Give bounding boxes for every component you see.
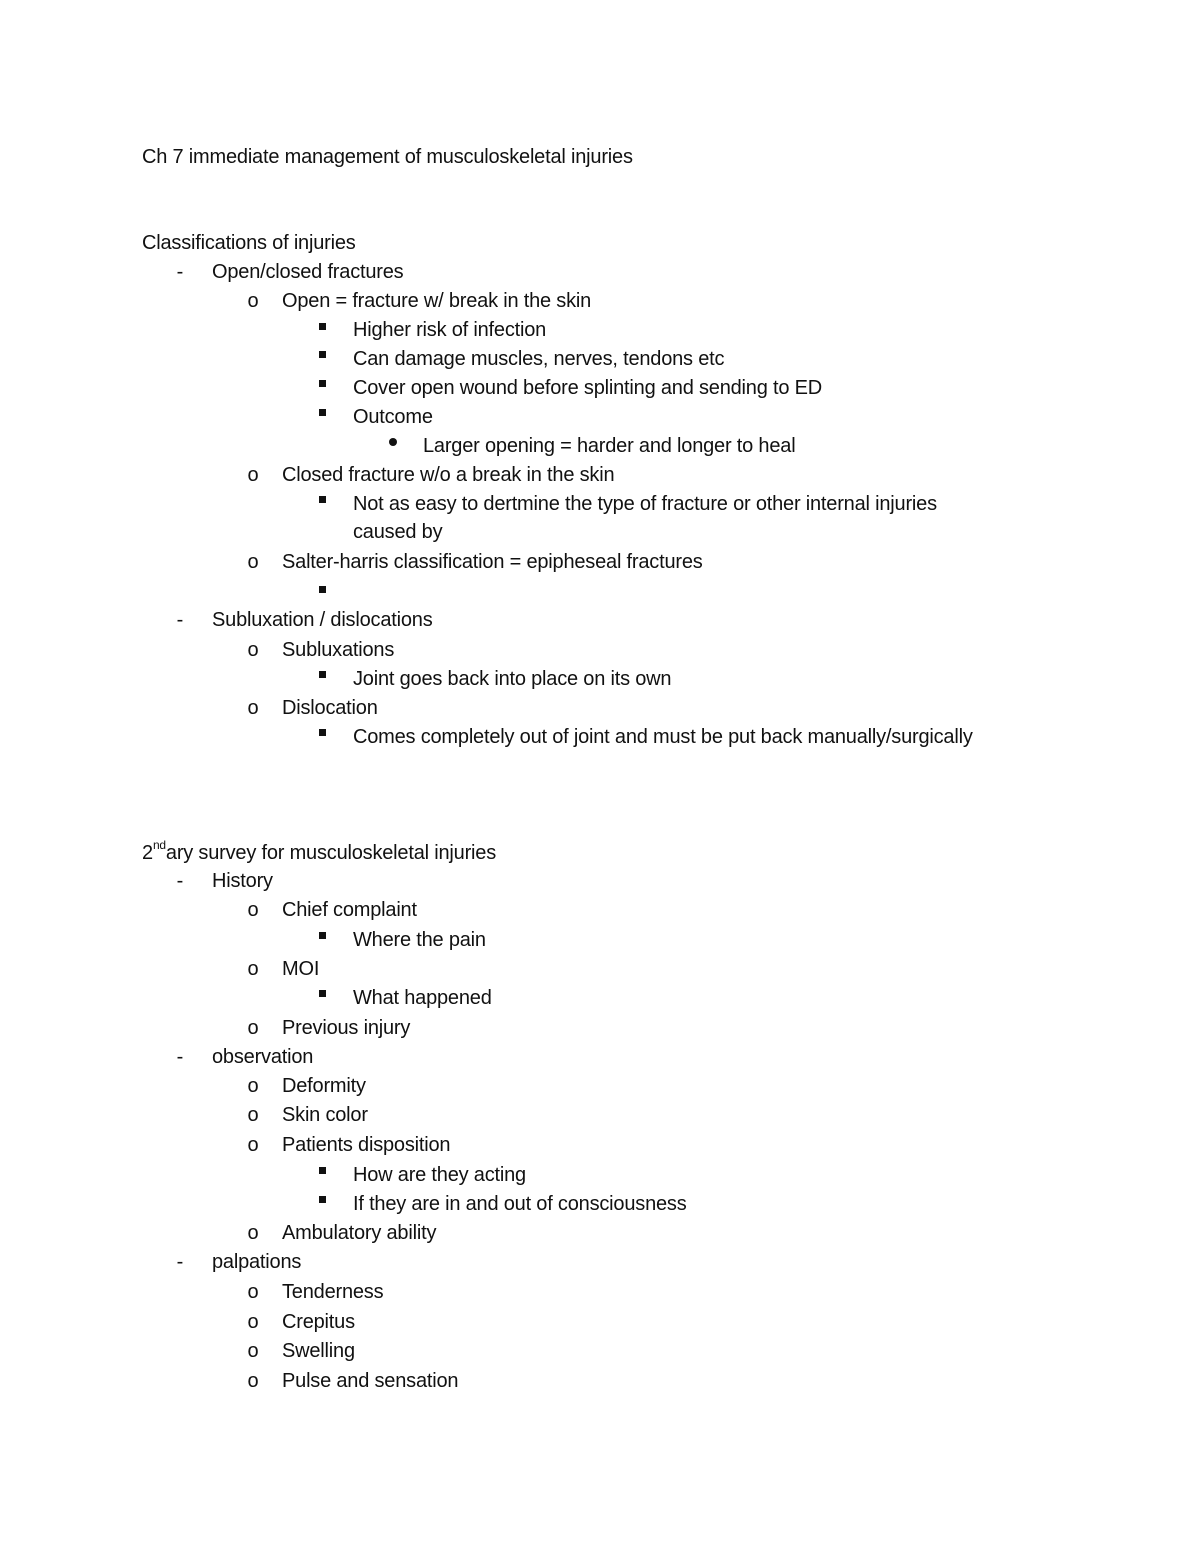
square-bullet [319,671,326,678]
list-item-consciousness: If they are in and out of consciousness [353,1193,687,1215]
circle-bullet: o [247,1370,259,1392]
list-item-palpations: palpations [212,1251,302,1273]
list-item-pulse-sensation: Pulse and sensation [282,1370,459,1392]
circle-bullet: o [247,551,259,573]
circle-bullet: o [247,899,259,921]
dash-bullet: - [176,261,184,283]
list-item-dislocation: Dislocation [282,697,378,719]
dash-bullet: - [176,609,184,631]
circle-bullet: o [247,464,259,486]
circle-bullet: o [247,958,259,980]
list-item-where-pain: Where the pain [353,929,486,951]
section-heading-secondary-survey [142,838,496,865]
circle-bullet: o [247,1222,259,1244]
square-bullet [319,351,326,358]
list-item-outcome-detail: Larger opening = harder and longer to heal [423,435,796,457]
circle-bullet: o [247,1281,259,1303]
square-bullet [319,409,326,416]
list-item-closed-def: Closed fracture w/o a break in the skin [282,464,615,486]
list-item-closed-detail-1: Not as easy to dertmine the type of fracture or other internal injuries [353,493,937,515]
list-item-open-closed: Open/closed fractures [212,261,404,283]
list-item-how-acting: How are they acting [353,1164,526,1186]
list-item-swelling: Swelling [282,1340,355,1362]
square-bullet [319,496,326,503]
square-bullet [319,1196,326,1203]
document-title: Ch 7 immediate management of musculoskeletal injuries [142,146,633,168]
square-bullet [319,323,326,330]
dash-bullet: - [176,1251,184,1273]
circle-bullet: o [247,1134,259,1156]
list-item-open-outcome: Outcome [353,406,433,428]
square-bullet [319,932,326,939]
dash-bullet: - [176,1046,184,1068]
list-item-dislocation-detail: Comes completely out of joint and must be put back manually/surgically [353,726,973,748]
list-item-subluxations-detail: Joint goes back into place on its own [353,668,672,690]
heading-prefix: 2 [142,842,153,864]
list-item-open-damage: Can damage muscles, nerves, tendons etc [353,348,725,370]
dash-bullet: - [176,870,184,892]
circle-bullet: o [247,1017,259,1039]
square-bullet [319,1167,326,1174]
list-item-ambulatory: Ambulatory ability [282,1222,437,1244]
square-bullet [319,729,326,736]
list-item-previous-injury: Previous injury [282,1017,411,1039]
list-item-crepitus: Crepitus [282,1311,355,1333]
disc-bullet [389,438,397,446]
circle-bullet: o [247,697,259,719]
square-bullet [319,380,326,387]
list-item-closed-detail-2: caused by [353,521,443,543]
list-item-what-happened: What happened [353,987,492,1009]
list-item-observation: observation [212,1046,314,1068]
circle-bullet: o [247,1075,259,1097]
circle-bullet: o [247,290,259,312]
list-item-moi: MOI [282,958,320,980]
list-item-deformity: Deformity [282,1075,366,1097]
list-item-subluxation-dislocations: Subluxation / dislocations [212,609,433,631]
list-item-tenderness: Tenderness [282,1281,384,1303]
list-item-skin-color: Skin color [282,1104,368,1126]
list-item-open-risk: Higher risk of infection [353,319,547,341]
list-item-subluxations: Subluxations [282,639,395,661]
section-heading-classifications: Classifications of injuries [142,232,356,254]
circle-bullet: o [247,1340,259,1362]
circle-bullet: o [247,639,259,661]
list-item-history: History [212,870,273,892]
square-bullet [319,990,326,997]
list-item-patients-disposition: Patients disposition [282,1134,451,1156]
heading-superscript: nd [152,838,166,853]
list-item-salter: Salter-harris classification = epipheseal fractures [282,551,703,573]
circle-bullet: o [247,1311,259,1333]
list-item-chief-complaint: Chief complaint [282,899,417,921]
circle-bullet: o [247,1104,259,1126]
list-item-open-cover: Cover open wound before splinting and sending to ED [353,377,823,399]
list-item-open-def: Open = fracture w/ break in the skin [282,290,592,312]
heading-rest: ary survey for musculoskeletal injuries [165,842,496,864]
square-bullet-empty [319,586,326,593]
